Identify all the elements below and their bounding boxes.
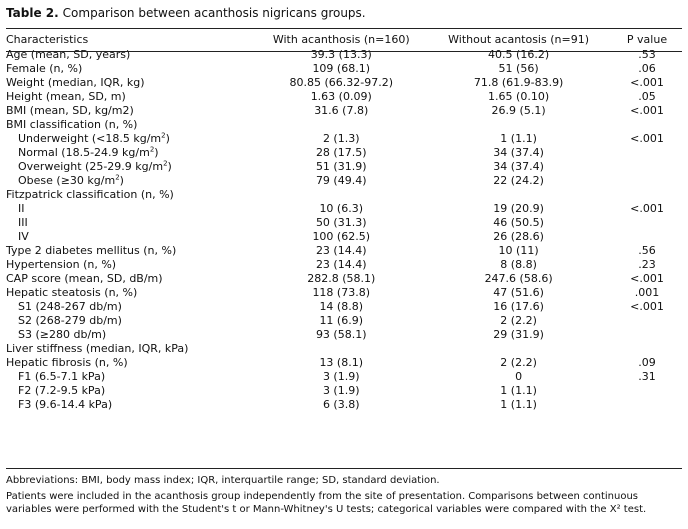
row-label: [6, 202, 257, 216]
with-acanthosis-value: 14 (8.8): [319, 300, 364, 313]
row-label: [6, 244, 257, 258]
p-value: .53: [638, 48, 656, 61]
p-value: [612, 384, 682, 398]
row-label-text: S2 (268-279 db/m): [18, 314, 122, 327]
comparison-table: [6, 31, 682, 412]
row-label-text: Weight (median, IQR, kg): [6, 76, 145, 89]
with-acanthosis-value: 23 (14.4): [315, 244, 367, 257]
footnote-abbreviations: Abbreviations: BMI, body mass index; IQR, interquartile range; SD, standard deviation.: [6, 475, 440, 486]
table-row: [6, 286, 682, 300]
p-value: [612, 118, 682, 132]
without-acantosis-value: 22 (24.2): [493, 174, 544, 187]
top-rule: [6, 28, 682, 29]
table-row: [6, 160, 682, 174]
table-row: [6, 146, 682, 160]
row-label-tail: ): [154, 146, 159, 159]
row-label: [6, 76, 257, 90]
without-acantosis-value: 2 (2.2): [500, 314, 537, 327]
with-acanthosis-value: 50 (31.3): [315, 216, 367, 229]
header-p-value: P value: [626, 33, 668, 46]
p-value: [612, 398, 682, 412]
with-acanthosis-value: 79 (49.4): [315, 174, 367, 187]
row-label: [6, 370, 257, 384]
p-value: <.001: [630, 104, 664, 117]
with-acanthosis-value: 118 (73.8): [312, 286, 371, 299]
row-label: [6, 286, 257, 300]
row-label-text: Obese (≥30 kg/m: [18, 174, 116, 187]
row-label-text: Hypertension (n, %): [6, 258, 117, 271]
without-acantosis-value: 1 (1.1): [500, 132, 537, 145]
row-label-text: Normal (18.5-24.9 kg/m: [18, 146, 150, 159]
row-label: [6, 104, 257, 118]
p-value: [612, 146, 682, 160]
without-acantosis-value: 16 (17.6): [493, 300, 544, 313]
row-label-superscript: 2: [161, 131, 166, 140]
with-acanthosis-value: 3 (1.9): [322, 370, 360, 383]
row-label-text: BMI (mean, SD, kg/m2): [6, 104, 134, 117]
header-characteristics: Characteristics: [6, 33, 89, 46]
without-acantosis-value: 1 (1.1): [500, 398, 537, 411]
table-row: [6, 328, 682, 342]
row-label-superscript: 2: [115, 173, 120, 182]
table-row: [6, 104, 682, 118]
row-label-text: Fitzpatrick classification (n, %): [6, 188, 174, 201]
without-acantosis-value: 247.6 (58.6): [484, 272, 553, 285]
row-label: [6, 398, 257, 412]
row-label: [6, 132, 257, 146]
row-label: [6, 258, 257, 272]
with-acanthosis-value: 1.63 (0.09): [310, 90, 372, 103]
table-row: [6, 174, 682, 188]
row-label: [6, 300, 257, 314]
row-label: [6, 384, 257, 398]
without-acantosis-value: [425, 342, 612, 356]
row-label: [6, 272, 257, 286]
row-label: [6, 146, 257, 160]
table-row: [6, 342, 682, 356]
table-row: [6, 76, 682, 90]
with-acanthosis-value: 100 (62.5): [312, 230, 371, 243]
without-acantosis-value: 34 (37.4): [493, 160, 544, 173]
row-label-text: III: [18, 216, 28, 229]
row-label-text: II: [18, 202, 25, 215]
footnote-methods: Patients were included in the acanthosis group independently from the site of presentation. Comparisons between continuous variables were performed with the Student's t or Mann-Whitney's U tests; categorical variables were compared with the X² test.: [6, 491, 647, 515]
row-label-text: F2 (7.2-9.5 kPa): [18, 384, 106, 397]
with-acanthosis-value: 6 (3.8): [322, 398, 360, 411]
with-acanthosis-value: 2 (1.3): [322, 132, 360, 145]
table-row: [6, 90, 682, 104]
table-row: [6, 300, 682, 314]
p-value: [612, 314, 682, 328]
p-value: [612, 160, 682, 174]
row-label-text: Liver stiffness (median, IQR, kPa): [6, 342, 189, 355]
row-label-text: Age (mean, SD, years): [6, 48, 131, 61]
table-row: [6, 384, 682, 398]
with-acanthosis-value: 3 (1.9): [322, 384, 360, 397]
row-label: [6, 174, 257, 188]
p-value: <.001: [630, 76, 664, 89]
without-acantosis-value: 71.8 (61.9-83.9): [473, 76, 564, 89]
row-label: [6, 356, 257, 370]
row-label: [6, 328, 257, 342]
table-row: [6, 118, 682, 132]
row-label-text: S3 (≥280 db/m): [18, 328, 107, 341]
p-value: .56: [638, 244, 656, 257]
without-acantosis-value: 0: [515, 370, 523, 383]
without-acantosis-value: 47 (51.6): [493, 286, 544, 299]
with-acanthosis-value: 23 (14.4): [315, 258, 367, 271]
row-label-text: Hepatic steatosis (n, %): [6, 286, 138, 299]
table-caption-label: Table 2.: [6, 6, 59, 20]
without-acantosis-value: 8 (8.8): [500, 258, 537, 271]
row-label-text: F3 (9.6-14.4 kPa): [18, 398, 113, 411]
without-acantosis-value: 34 (37.4): [493, 146, 544, 159]
without-acantosis-value: 1.65 (0.10): [488, 90, 550, 103]
table-row: [6, 202, 682, 216]
table-row: [6, 188, 682, 202]
row-label: [6, 314, 257, 328]
with-acanthosis-value: 109 (68.1): [312, 62, 371, 75]
without-acantosis-value: 26.9 (5.1): [491, 104, 546, 117]
row-label: [6, 188, 257, 202]
without-acantosis-value: 26 (28.6): [493, 230, 544, 243]
p-value: .23: [638, 258, 656, 271]
row-label-tail: ): [167, 160, 172, 173]
table-row: [6, 230, 682, 244]
header-without-acantosis: Without acantosis (n=91): [448, 33, 589, 46]
with-acanthosis-value: [257, 188, 425, 202]
without-acantosis-value: 2 (2.2): [500, 356, 537, 369]
table-row: [6, 132, 682, 146]
row-label-text: S1 (248-267 db/m): [18, 300, 122, 313]
with-acanthosis-value: 10 (6.3): [319, 202, 364, 215]
row-label-superscript: 2: [163, 159, 168, 168]
row-label: [6, 62, 257, 76]
without-acantosis-value: 46 (50.5): [493, 216, 544, 229]
table-caption-text: Comparison between acanthosis nigricans groups.: [62, 6, 366, 20]
without-acantosis-value: 1 (1.1): [500, 384, 537, 397]
with-acanthosis-value: 51 (31.9): [315, 160, 367, 173]
row-label: [6, 216, 257, 230]
table-row: [6, 370, 682, 384]
with-acanthosis-value: 282.8 (58.1): [307, 272, 376, 285]
table-row: [6, 244, 682, 258]
table-row: [6, 398, 682, 412]
row-label-text: Female (n, %): [6, 62, 83, 75]
row-label-superscript: 2: [149, 145, 155, 154]
table-row: [6, 258, 682, 272]
without-acantosis-value: 40.5 (16.2): [488, 48, 550, 61]
header-rule: [6, 51, 682, 52]
with-acanthosis-value: 13 (8.1): [319, 356, 364, 369]
without-acantosis-value: 19 (20.9): [493, 202, 544, 215]
row-label-text: Type 2 diabetes mellitus (n, %): [6, 244, 177, 257]
with-acanthosis-value: 39.3 (13.3): [310, 48, 372, 61]
with-acanthosis-value: [257, 342, 425, 356]
p-value: [612, 216, 682, 230]
p-value: <.001: [630, 202, 664, 215]
row-label-text: Height (mean, SD, m): [6, 90, 126, 103]
row-label-text: BMI classification (n, %): [6, 118, 138, 131]
row-label-tail: ): [119, 174, 124, 187]
p-value: .06: [638, 62, 656, 75]
p-value: .31: [638, 370, 656, 383]
header-with-acanthosis: With acanthosis (n=160): [272, 33, 410, 46]
table-row: [6, 62, 682, 76]
row-label: [6, 118, 257, 132]
p-value: .05: [638, 90, 656, 103]
without-acantosis-value: 29 (31.9): [493, 328, 544, 341]
p-value: <.001: [630, 132, 664, 145]
with-acanthosis-value: 11 (6.9): [319, 314, 364, 327]
row-label: [6, 342, 257, 356]
with-acanthosis-value: 31.6 (7.8): [314, 104, 369, 117]
table-row: [6, 216, 682, 230]
row-label-text: Hepatic fibrosis (n, %): [6, 356, 128, 369]
table-row: [6, 356, 682, 370]
row-label: [6, 230, 257, 244]
without-acantosis-value: [425, 118, 612, 132]
row-label-text: Overweight (25-29.9 kg/m: [18, 160, 164, 173]
with-acanthosis-value: 93 (58.1): [315, 328, 367, 341]
p-value: [612, 188, 682, 202]
without-acantosis-value: 51 (56): [498, 62, 539, 75]
row-label-text: IV: [18, 230, 29, 243]
p-value: [612, 328, 682, 342]
row-label: [6, 90, 257, 104]
without-acantosis-value: 10 (11): [498, 244, 539, 257]
with-acanthosis-value: [257, 118, 425, 132]
with-acanthosis-value: 80.85 (66.32-97.2): [289, 76, 393, 89]
without-acantosis-value: [425, 188, 612, 202]
p-value: [612, 342, 682, 356]
p-value: .001: [634, 286, 660, 299]
row-label-text: F1 (6.5-7.1 kPa): [18, 370, 106, 383]
table-caption: [6, 6, 366, 20]
table-row: [6, 314, 682, 328]
p-value: [612, 230, 682, 244]
p-value: <.001: [630, 272, 664, 285]
row-label: [6, 160, 257, 174]
bottom-rule: [6, 468, 682, 469]
p-value: <.001: [630, 300, 664, 313]
table-body: [6, 48, 682, 412]
row-label-text: CAP score (mean, SD, dB/m): [6, 272, 163, 285]
p-value: [612, 174, 682, 188]
row-label-text: Underweight (<18.5 kg/m: [18, 132, 162, 145]
row-label-tail: ): [165, 132, 170, 145]
table-row: [6, 272, 682, 286]
p-value: .09: [638, 356, 656, 369]
with-acanthosis-value: 28 (17.5): [315, 146, 367, 159]
header-row: [6, 31, 682, 48]
